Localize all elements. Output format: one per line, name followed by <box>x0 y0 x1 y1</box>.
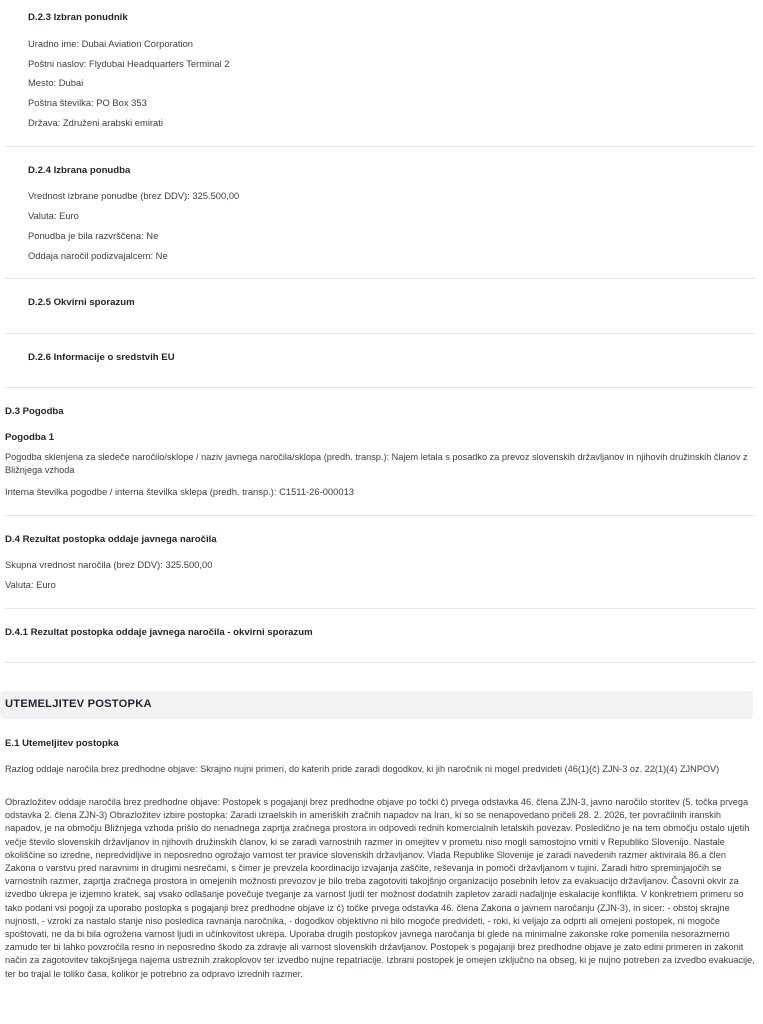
d23-country: Država: Združeni arabski emirati <box>28 117 163 128</box>
d4-total-value: Skupna vrednost naročila (brez DDV): 325.500,00 <box>5 559 213 570</box>
divider <box>5 515 755 516</box>
section-d23-title: D.2.3 Izbran ponudnik <box>28 12 128 23</box>
divider <box>5 662 755 663</box>
d24-currency: Valuta: Euro <box>28 210 79 221</box>
d24-ranked: Ponudba je bila razvrščena: Ne <box>28 230 159 241</box>
section-d25-title: D.2.5 Okvirni sporazum <box>28 297 135 308</box>
procedure-reason: Razlog oddaje naročila brez predhodne objave: Skrajno nujni primeri, do katerih pride zaradi dogodkov, ki jih naročnik ni mogel predvideti (46(1)(č) ZJN-3 oz. 22(1)(4) ZJNPOV) <box>5 764 720 774</box>
contract-description: Pogodba sklenjena za sledeče naročilo/sklope / naziv javnega naročila/sklopa (predh. transp.): Najem letala s posadko za prevoz slovenskih državljanov in njihovih družinskih članov z Bližnjega vzhoda <box>5 452 748 476</box>
section-d4-title: D.4 Rezultat postopka oddaje javnega naročila <box>5 534 217 545</box>
section-d3-title: D.3 Pogodba <box>5 406 64 417</box>
divider <box>5 608 755 609</box>
divider <box>5 278 755 279</box>
procedure-explanation: Obrazložitev oddaje naročila brez predhodne objave: Postopek s pogajanji brez predhodne objave po točki č) prvega odstavka 46. člena ZJN-3, javno naročilo storitev (5. točka prvega odstavka 2. člena ZJN-3) Obrazložitev izbire postopka: Zaradi izraelskih in ameriških zračnih napadov na Iran, ki so se nenapovedano pričeli 28. 2. 2026, ter povračilnih iranskih napadov, je na območju Bližnjega vzhoda prišlo do nenadnega zaprtja zračnega prostora in odpovedi rednih komercialnih letalskih povezav. Posledično je na tem območju ostalo ujetih večje število slovenskih državljanov in njihovih družinskih članov, ki se zaradi varnostnih razmer in omejitev v prometu niso mogli samostojno vrniti v Republiko Slovenijo. Nastale okoliščine so izredne, nepredvidljive in neposredno ogrožajo varnost ter pravice slovenskih državljanov. Vlada Republike Slovenije je zaradi navedenih razmer aktivirala 86.a člen Zakona o varstvu pred naravnimi in drugimi nesrečami, s čimer je prevzela koordinacijo izvajanja zaščite, reševanja in pomoči državljanom v tujini. Zaradi hitro spreminjajočih se varnostnih razmer, zaprtja zračnega prostora in omejenih možnosti prevozov je bilo treba zagotoviti takojšnjo organizacijo posebnih letov za evakuacijo državljanov. Časovni okvir za izvedbo ukrepa je izjemno kratek, saj vsako odlašanje povečuje tveganje za varnost ljudi ter možnost dodatnih zapletov zaradi nadaljnje eskalacije konflikta. V konkretnem primeru so tako podani vsi pogoji za uporabo postopka s pogajanji brez predhodne objave iz č) točke prvega odstavka 46. člena Zakona o javnem naročanju (ZJN-3), in sicer: - obstoj skrajne nujnosti, - vzroki za nastalo stanje niso posledica ravnanja naročnika, - dogodkov objektivno ni bilo mogoče predvideti, - roki, ki veljajo za odprti ali omejeni postopek, ni mogoče spoštovati, ne da bi bila ogrožena varnost ljudi in učinkovitost ukrepa. Uporaba drugih postopkov javnega naročanja bi glede na minimalne zakonske roke pomenila nesorazmerno zamudo ter bi lahko povzročila resno in neposredno škodo za zdravje ali varnost slovenskih državljanov. Postopek s pogajanji brez predhodne objave je zato edini primeren in zakonit način za zagotovitev takojšnjega najema ustreznih zrakoplovov ter izvedbo nujne repatriacije. Izbrani postopek je omejen izključno na obseg, ki je nujno potreben za izvedbo evakuacije, ter bo trajal le toliko časa, kolikor je potrebno za odpravo izrednih razmer. <box>5 797 755 979</box>
section-d24-title: D.2.4 Izbrana ponudba <box>28 165 131 176</box>
d24-offer-value: Vrednost izbrane ponudbe (brez DDV): 325.500,00 <box>28 190 240 201</box>
divider <box>5 146 755 147</box>
contract-internal-number: Interna številka pogodbe / interna številka sklepa (predh. transp.): C1511-26-000013 <box>5 486 354 497</box>
section-e1-title: E.1 Utemeljitev postopka <box>5 738 119 749</box>
section-d26-title: D.2.6 Informacije o sredstvih EU <box>28 352 175 363</box>
d4-currency: Valuta: Euro <box>5 579 56 590</box>
section-d41-title: D.4.1 Rezultat postopka oddaje javnega naročila - okvirni sporazum <box>5 627 313 638</box>
d24-subcontracting: Oddaja naročil podizvajalcem: Ne <box>28 250 168 261</box>
divider <box>5 333 755 334</box>
section-band <box>0 691 753 719</box>
divider <box>5 387 755 388</box>
contract-subtitle: Pogodba 1 <box>5 432 55 443</box>
section-band-title: UTEMELJITEV POSTOPKA <box>5 698 152 710</box>
d23-official-name: Uradno ime: Dubai Aviation Corporation <box>28 38 194 49</box>
d23-city: Mesto: Dubai <box>28 77 84 88</box>
d23-postal-address: Poštni naslov: Flydubai Headquarters Terminal 2 <box>28 58 230 69</box>
d23-postal-code: Poštna številka: PO Box 353 <box>28 97 147 108</box>
